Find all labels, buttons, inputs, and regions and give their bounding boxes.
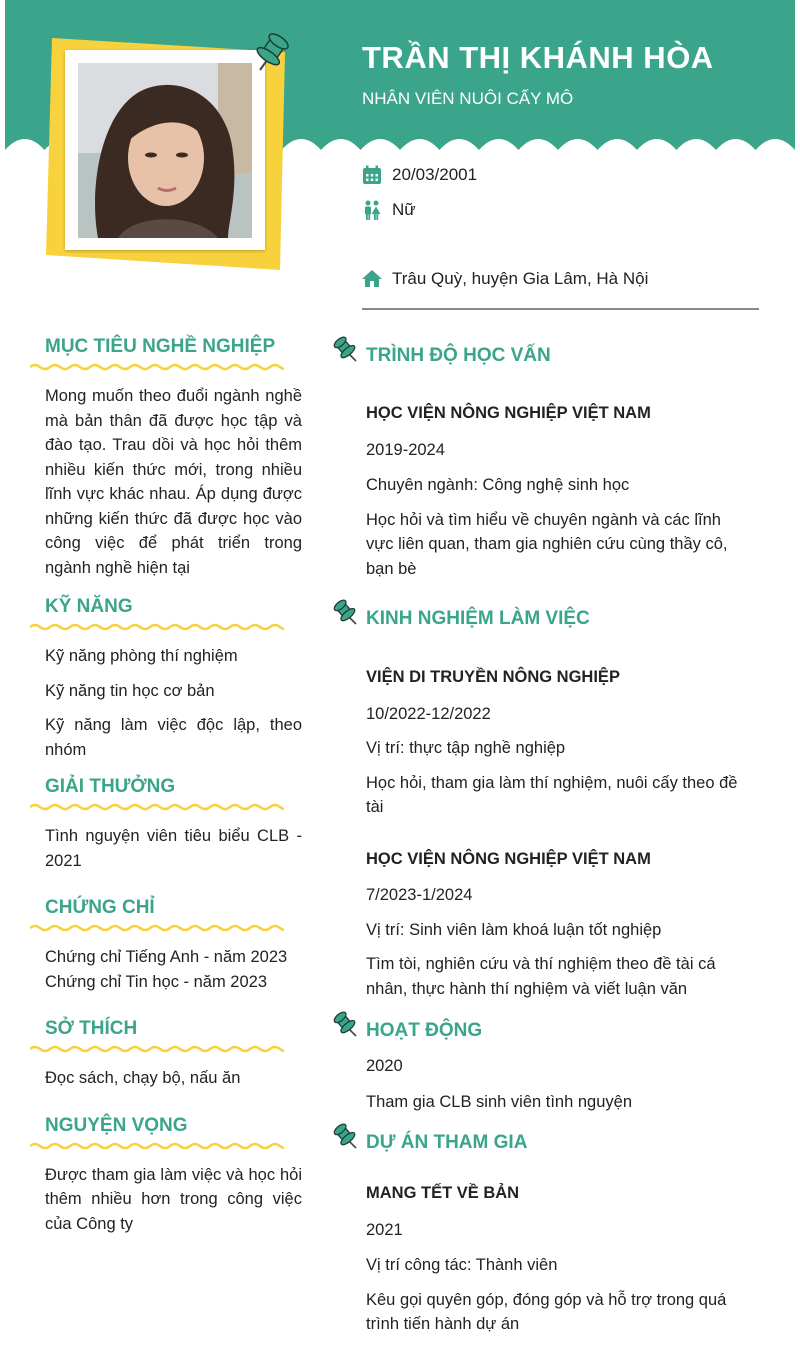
- activity-year: 2020: [366, 1057, 403, 1075]
- list-item: Kỹ năng làm việc độc lập, theo nhóm: [45, 716, 302, 759]
- wavy-underline: [30, 1141, 284, 1151]
- objective-text: Mong muốn theo đuổi ngành nghề mà bản thân đã được học tập và đào tạo. Trau dồi và học hỏi thêm nhiều kiến thức mới, trong nhiều lĩnh vực khác nhau. Áp dụng được những kiến thức đã được học vào công việc để phát triển trong ngành nghề hiện tại: [45, 387, 302, 577]
- aspiration-section: [30, 1113, 302, 1237]
- job-title: NHÂN VIÊN NUÔI CẤY MÔ: [362, 89, 574, 108]
- list-item: Chứng chỉ Tiếng Anh - năm 2023: [45, 948, 288, 966]
- section-title: CHỨNG CHỈ: [45, 897, 155, 918]
- address-row: [362, 267, 648, 291]
- job-period: 10/2022-12/2022: [366, 704, 491, 723]
- activity-description: Tham gia CLB sinh viên tình nguyện: [366, 1092, 632, 1111]
- birthdate-row: [362, 163, 477, 187]
- left-column: [30, 334, 302, 1248]
- section-title: SỞ THÍCH: [45, 1018, 138, 1039]
- hobbies-text: Đọc sách, chạy bộ, nấu ăn: [45, 1069, 241, 1087]
- activities-section: [332, 1020, 752, 1114]
- project-role: Vị trí công tác: Thành viên: [366, 1256, 558, 1274]
- wavy-underline: [30, 923, 284, 933]
- section-title: TRÌNH ĐỘ HỌC VẤN: [366, 345, 551, 366]
- home-icon: [362, 269, 382, 289]
- gender-row: [362, 198, 416, 222]
- wavy-underline: [30, 802, 284, 812]
- gender-value: Nữ: [392, 200, 416, 219]
- wavy-underline: [30, 622, 284, 632]
- job-period: 7/2023-1/2024: [366, 886, 473, 904]
- header-divider: [362, 308, 759, 310]
- candidate-name: TRẦN THỊ KHÁNH HÒA: [362, 40, 714, 75]
- list-item: Tình nguyện viên tiêu biểu CLB - 2021: [45, 827, 302, 870]
- section-title: HOẠT ĐỘNG: [366, 1020, 483, 1041]
- aspiration-text: Được tham gia làm việc và học hỏi thêm nhiều hơn trong công việc của Công ty: [45, 1165, 302, 1233]
- experience-section: [332, 608, 752, 1001]
- address-value: Trâu Quỳ, huyện Gia Lâm, Hà Nội: [392, 269, 649, 288]
- calendar-icon: [362, 165, 382, 185]
- education-period: 2019-2024: [366, 440, 445, 459]
- projects-section: [332, 1132, 752, 1337]
- school-name: HỌC VIỆN NÔNG NGHIỆP VIỆT NAM: [366, 404, 651, 422]
- pushpin-icon: [332, 335, 360, 365]
- skills-section: [30, 594, 302, 762]
- pushpin-icon: [332, 1122, 360, 1152]
- list-item: Kỹ năng phòng thí nghiệm: [45, 647, 238, 665]
- pushpin-icon: [332, 1010, 360, 1040]
- project-description: Kêu gọi quyên góp, đóng góp và hỗ trợ trong quá trình tiến hành dự án: [366, 1290, 727, 1333]
- photo-frame: [65, 50, 265, 250]
- section-title: NGUYỆN VỌNG: [45, 1114, 188, 1136]
- section-title: DỰ ÁN THAM GIA: [366, 1132, 528, 1153]
- awards-section: [30, 774, 302, 873]
- objective-section: [30, 334, 302, 580]
- section-title: KỸ NĂNG: [45, 596, 133, 617]
- wavy-underline: [30, 362, 284, 372]
- people-icon: [362, 200, 382, 220]
- list-item: Chứng chỉ Tin học - năm 2023: [45, 972, 268, 991]
- profile-photo: [78, 63, 252, 238]
- wavy-underline: [30, 1044, 284, 1054]
- section-title: MỤC TIÊU NGHỀ NGHIỆP: [45, 336, 276, 357]
- education-section: [332, 345, 752, 581]
- project-name: MANG TẾT VỀ BẢN: [366, 1184, 520, 1202]
- employer-name: HỌC VIỆN NÔNG NGHIỆP VIỆT NAM: [366, 849, 651, 868]
- section-title: KINH NGHIỆM LÀM VIỆC: [366, 608, 590, 629]
- job-description: Tìm tòi, nghiên cứu và thí nghiệm theo đề tài cá nhân, thực hành thí nghiệm và viết luận văn: [366, 955, 716, 998]
- education-major: Chuyên ngành: Công nghệ sinh học: [366, 476, 630, 494]
- pushpin-icon: [332, 598, 360, 628]
- pushpin-icon: [252, 28, 292, 74]
- hobbies-section: [30, 1016, 302, 1091]
- project-year: 2021: [366, 1220, 403, 1239]
- job-description: Học hỏi, tham gia làm thí nghiệm, nuôi cấy theo đề tài: [366, 773, 738, 816]
- job-position: Vị trí: thực tập nghề nghiệp: [366, 739, 566, 757]
- section-title: GIẢI THƯỞNG: [45, 776, 176, 797]
- certificates-section: [30, 895, 302, 994]
- list-item: Kỹ năng tin học cơ bản: [45, 681, 215, 700]
- job-position: Vị trí: Sinh viên làm khoá luận tốt nghiệp: [366, 920, 662, 939]
- birthdate-value: 20/03/2001: [392, 165, 478, 184]
- education-description: Học hỏi và tìm hiểu về chuyên ngành và các lĩnh vực liên quan, tham gia nghiên cứu cùng thầy cô, bạn bè: [366, 510, 728, 578]
- employer-name: VIỆN DI TRUYỀN NÔNG NGHIỆP: [366, 668, 620, 686]
